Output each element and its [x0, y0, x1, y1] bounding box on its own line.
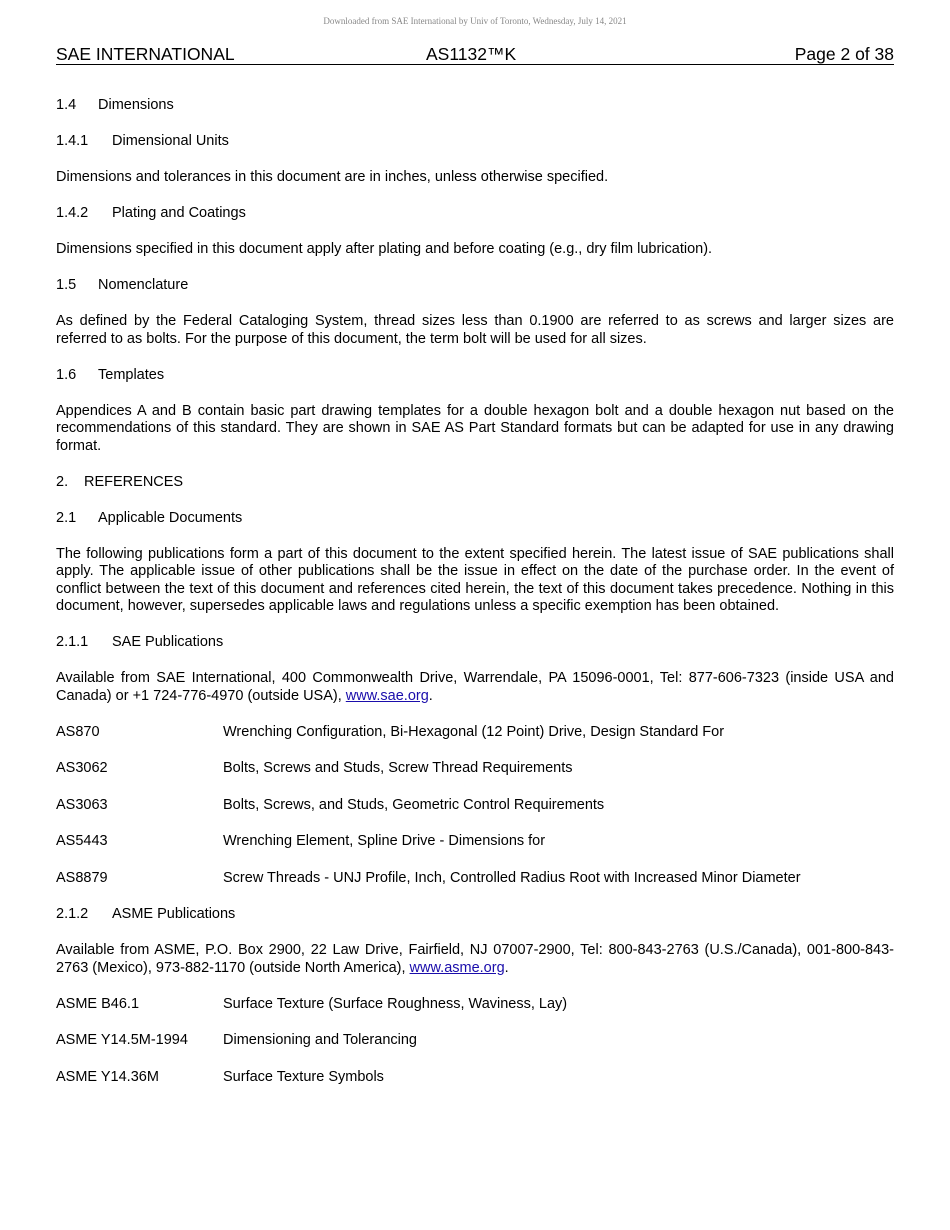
- section-heading-1-4-2: [56, 205, 894, 223]
- reference-code: ASME B46.1: [56, 995, 140, 1012]
- reference-title: Wrenching Element, Spline Drive - Dimensions for: [223, 833, 546, 849]
- section-title: Dimensions: [98, 97, 174, 113]
- availability-text-end: .: [504, 959, 509, 976]
- asme-website-link[interactable]: www.asme.org: [409, 959, 505, 976]
- header-org: SAE INTERNATIONAL: [56, 44, 235, 64]
- section-number: 1.6: [56, 366, 77, 383]
- reference-row: [56, 760, 894, 778]
- section-heading-2-1-1: [56, 634, 894, 652]
- section-number: 2.1: [56, 509, 77, 526]
- document-body: [56, 97, 894, 1105]
- reference-title: Bolts, Screws, and Studs, Geometric Control Requirements: [223, 796, 605, 813]
- reference-code: ASME Y14.36M: [56, 1068, 159, 1085]
- section-title: Applicable Documents: [98, 509, 243, 526]
- section-heading-2: [56, 474, 894, 492]
- section-title: Dimensional Units: [112, 133, 229, 149]
- reference-code: AS5443: [56, 833, 108, 849]
- reference-title: Screw Threads - UNJ Profile, Inch, Controlled Radius Root with Increased Minor Diameter: [223, 869, 801, 886]
- paragraph-1-4-2: Dimensions specified in this document apply after plating and before coating (e.g., dry film lubrication).: [56, 241, 713, 257]
- paragraph-2-1-2: [56, 942, 894, 977]
- download-watermark: Downloaded from SAE International by Univ of Toronto, Wednesday, July 14, 2021: [323, 16, 627, 26]
- paragraph-1-5: As defined by the Federal Cataloging System, thread sizes less than 0.1900 are referred to as screws and larger sizes are referred to as bolts. For the purpose of this document, the term bolt will be used for all sizes.: [56, 313, 894, 347]
- header-doc-id: AS1132™K: [426, 44, 517, 64]
- section-title: ASME Publications: [112, 906, 236, 922]
- paragraph-2-1-1: [56, 670, 894, 705]
- section-number: 1.4.1: [56, 133, 89, 149]
- section-title: REFERENCES: [84, 473, 184, 490]
- section-heading-2-1: [56, 510, 894, 528]
- reference-title: Surface Texture (Surface Roughness, Waviness, Lay): [223, 995, 568, 1012]
- section-heading-1-5: [56, 277, 894, 295]
- reference-row: [56, 996, 894, 1014]
- section-number: 1.5: [56, 277, 77, 293]
- paragraph-2-1: The following publications form a part of this document to the extent specified herein. The latest issue of SAE publications shall apply. The applicable issue of other publications shall be the issue in effect on the date of the purchase order. In the event of conflict between the text of this document and references cited herein, the text of this document takes precedence. Nothing in this document, however, supersedes applicable laws and regulations unless a specific exemption has been obtained.: [56, 545, 894, 614]
- paragraph-1-6: Appendices A and B contain basic part drawing templates for a double hexagon bolt and a double hexagon nut based on the recommendations of this standard. They are shown in SAE AS Part Standard formats but can be adapted for use in any drawing format.: [56, 402, 894, 454]
- section-number: 1.4: [56, 97, 77, 113]
- reference-row: [56, 724, 894, 742]
- availability-text-end: .: [428, 687, 433, 704]
- reference-code: AS3063: [56, 796, 108, 813]
- reference-title: Bolts, Screws and Studs, Screw Thread Requirements: [223, 760, 573, 776]
- reference-code: AS870: [56, 723, 100, 740]
- section-title: SAE Publications: [112, 634, 224, 650]
- availability-text: Available from SAE International, 400 Commonwealth Drive, Warrendale, PA 15096-0001, Tel: 877-606-7323 (inside USA and Canada) or +1 724-776-4970 (outside USA),: [56, 670, 894, 704]
- section-heading-1-4: [56, 97, 894, 115]
- section-number: 2.1.2: [56, 906, 89, 922]
- reference-row: [56, 1069, 894, 1087]
- section-number: 2.: [56, 473, 69, 490]
- reference-row: [56, 870, 894, 888]
- section-heading-1-4-1: [56, 133, 894, 151]
- section-number: 2.1.1: [56, 634, 89, 650]
- reference-code: AS3062: [56, 760, 108, 776]
- section-heading-2-1-2: [56, 906, 894, 924]
- reference-code: AS8879: [56, 869, 108, 886]
- reference-title: Surface Texture Symbols: [223, 1068, 384, 1085]
- reference-row: [56, 797, 894, 815]
- sae-website-link[interactable]: www.sae.org: [345, 687, 429, 704]
- reference-title: Wrenching Configuration, Bi-Hexagonal (12 Point) Drive, Design Standard For: [223, 723, 725, 740]
- availability-text: Available from ASME, P.O. Box 2900, 22 Law Drive, Fairfield, NJ 07007-2900, Tel: 800-843-2763 (U.S./Canada), 001-800-843-2763 (Mexico), 973-882-1170 (outside North America),: [56, 942, 894, 976]
- section-title: Nomenclature: [98, 277, 189, 293]
- paragraph-1-4-1: Dimensions and tolerances in this document are in inches, unless otherwise specified.: [56, 169, 609, 185]
- section-number: 1.4.2: [56, 205, 89, 221]
- section-heading-1-6: [56, 367, 894, 385]
- section-title: Templates: [98, 366, 165, 383]
- page-header: [56, 44, 894, 65]
- reference-row: [56, 833, 894, 851]
- reference-row: [56, 1032, 894, 1050]
- header-page-number: Page 2 of 38: [794, 44, 894, 64]
- section-title: Plating and Coatings: [112, 205, 246, 221]
- reference-code: ASME Y14.5M-1994: [56, 1032, 188, 1048]
- reference-title: Dimensioning and Tolerancing: [223, 1032, 417, 1048]
